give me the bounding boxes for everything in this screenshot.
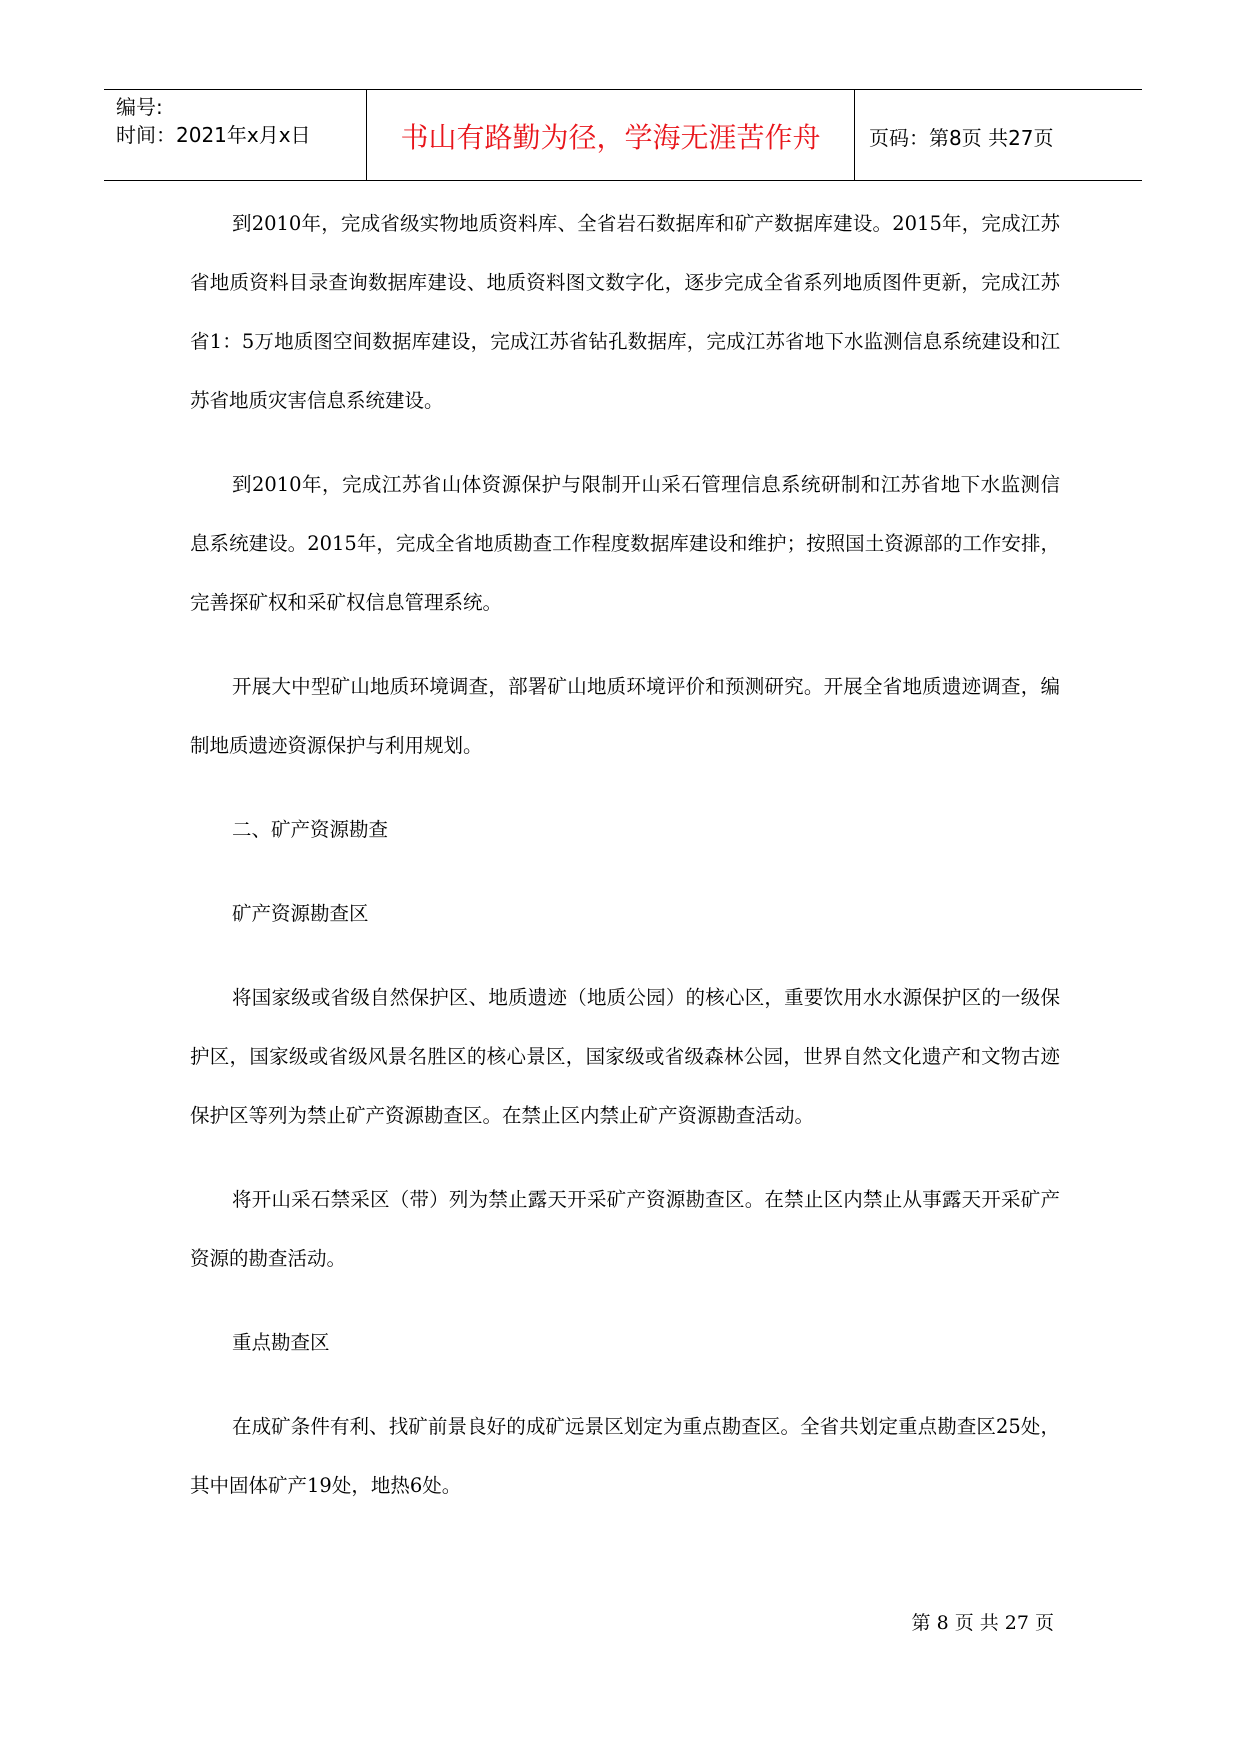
page-header xyxy=(104,89,1142,181)
section-heading: 二、矿产资源勘查 xyxy=(232,818,389,841)
subsection-heading: 矿产资源勘查区 xyxy=(232,902,369,925)
page-footer: 第 8 页 共 27 页 xyxy=(911,1612,1054,1634)
document-body xyxy=(190,194,1060,1515)
paragraph: 开展大中型矿山地质环境调查，部署矿山地质环境评价和预测研究。开展全省地质遗迹调查，编制地质遗迹资源保护与利用规划。 xyxy=(190,675,1060,757)
paragraph: 在成矿条件有利、找矿前景良好的成矿远景区划定为重点勘查区。全省共划定重点勘查区25处，其中固体矿产19处，地热6处。 xyxy=(190,1415,1060,1497)
paragraph: 到2010年，完成江苏省山体资源保护与限制开山采石管理信息系统研制和江苏省地下水监测信息系统建设。2015年，完成全省地质勘查工作程度数据库建设和维护；按照国土资源部的工作安排，完善探矿权和采矿权信息管理系统。 xyxy=(190,473,1060,614)
document-time-label: 时间：2021年x月x日 xyxy=(116,123,311,147)
subsection-heading: 重点勘查区 xyxy=(232,1331,330,1354)
paragraph: 将国家级或省级自然保护区、地质遗迹（地质公园）的核心区，重要饮用水水源保护区的一级保护区，国家级或省级风景名胜区的核心景区，国家级或省级森林公园，世界自然文化遗产和文物古迹保护区等列为禁止矿产资源勘查区。在禁止区内禁止矿产资源勘查活动。 xyxy=(190,986,1060,1127)
paragraph: 将开山采石禁采区（带）列为禁止露天开采矿产资源勘查区。在禁止区内禁止从事露天开采矿产资源的勘查活动。 xyxy=(190,1188,1060,1270)
header-page-info: 页码：第8页 共27页 xyxy=(869,125,1054,150)
header-meta xyxy=(104,90,367,180)
header-motto: 书山有路勤为径，学海无涯苦作舟 xyxy=(367,90,855,180)
document-number-label: 编号: xyxy=(116,95,163,119)
paragraph: 到2010年，完成省级实物地质资料库、全省岩石数据库和矿产数据库建设。2015年，完成江苏省地质资料目录查询数据库建设、地质资料图文数字化，逐步完成全省系列地质图件更新，完成江苏省1：5万地质图空间数据库建设，完成江苏省钻孔数据库，完成江苏省地下水监测信息系统建设和江苏省地质灾害信息系统建设。 xyxy=(190,212,1060,412)
